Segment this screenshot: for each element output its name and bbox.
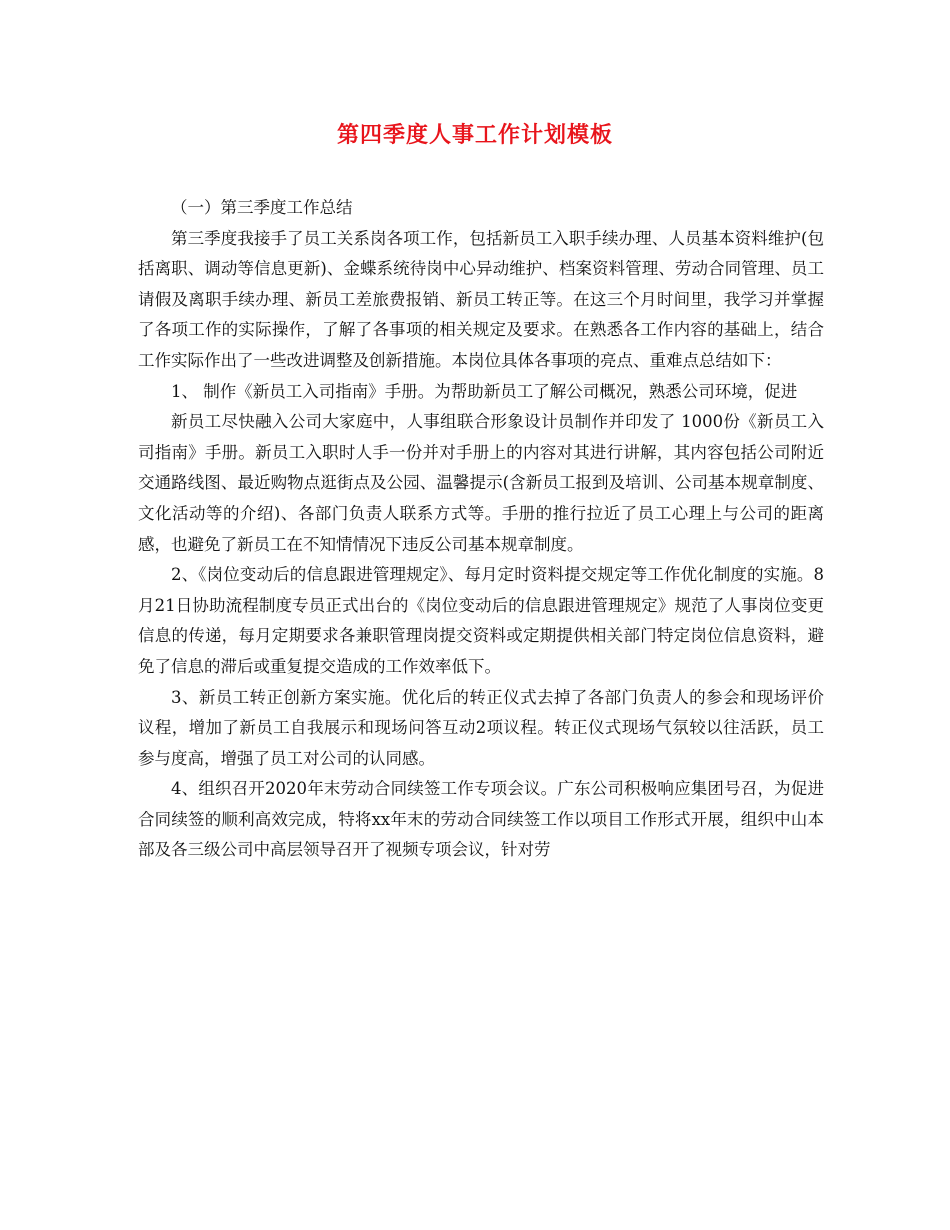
paragraph: 2、《岗位变动后的信息跟进管理规定》、每月定时资料提交规定等工作优化制度的实施。8月21日协助流程制度专员正式出台的《岗位变动后的信息跟进管理规定》规范了人事岗位变更信息的传递，每月定期要求各兼职管理岗提交资料或定期提供相关部门特定岗位信息资料，避免了信息的滞后或重复提交造成的工作效率低下。 xyxy=(138,565,824,676)
section-heading: （一）第三季度工作总结 xyxy=(171,198,353,217)
document-body xyxy=(138,193,824,866)
paragraph: 4、组织召开2020年末劳动合同续签工作专项会议。广东公司积极响应集团号召，为促进合同续签的顺利高效完成，特将xx年末的劳动合同续签工作以项目工作形式开展，组织中山本部及各三级公司中高层领导召开了视频专项会议，针对劳 xyxy=(138,779,824,860)
paragraph: 新员工尽快融入公司大家庭中，人事组联合形象设计员制作并印发了 1000份《新员工入司指南》手册。新员工入职时人手一份并对手册上的内容对其进行讲解，其内容包括公司附近交通路线图、最近购物点逛街点及公园、温馨提示(含新员工报到及培训、公司基本规章制度、文化活动等的介绍)、各部门负责人联系方式等。手册的推行拉近了员工心理上与公司的距离感，也避免了新员工在不知情情况下违反公司基本规章制度。 xyxy=(138,412,824,554)
paragraph: 第三季度我接手了员工关系岗各项工作，包括新员工入职手续办理、人员基本资料维护(包括离职、调动等信息更新)、金蝶系统待岗中心异动维护、档案资料管理、劳动合同管理、员工请假及离职手续办理、新员工差旅费报销、新员工转正等。在这三个月时间里，我学习并掌握了各项工作的实际操作，了解了各事项的相关规定及要求。在熟悉各工作内容的基础上，结合工作实际作出了一些改进调整及创新措施。本岗位具体各事项的亮点、重难点总结如下： xyxy=(138,228,824,370)
paragraph: 1、 制作《新员工入司指南》手册。为帮助新员工了解公司概况，熟悉公司环境，促进 xyxy=(171,381,798,401)
paragraph: 3、新员工转正创新方案实施。优化后的转正仪式去掉了各部门负责人的参会和现场评价议程，增加了新员工自我展示和现场问答互动2项议程。转正仪式现场气氛较以往活跃，员工参与度高，增强了员工对公司的认同感。 xyxy=(138,687,824,768)
document-title: 第四季度人事工作计划模板 xyxy=(336,122,613,148)
